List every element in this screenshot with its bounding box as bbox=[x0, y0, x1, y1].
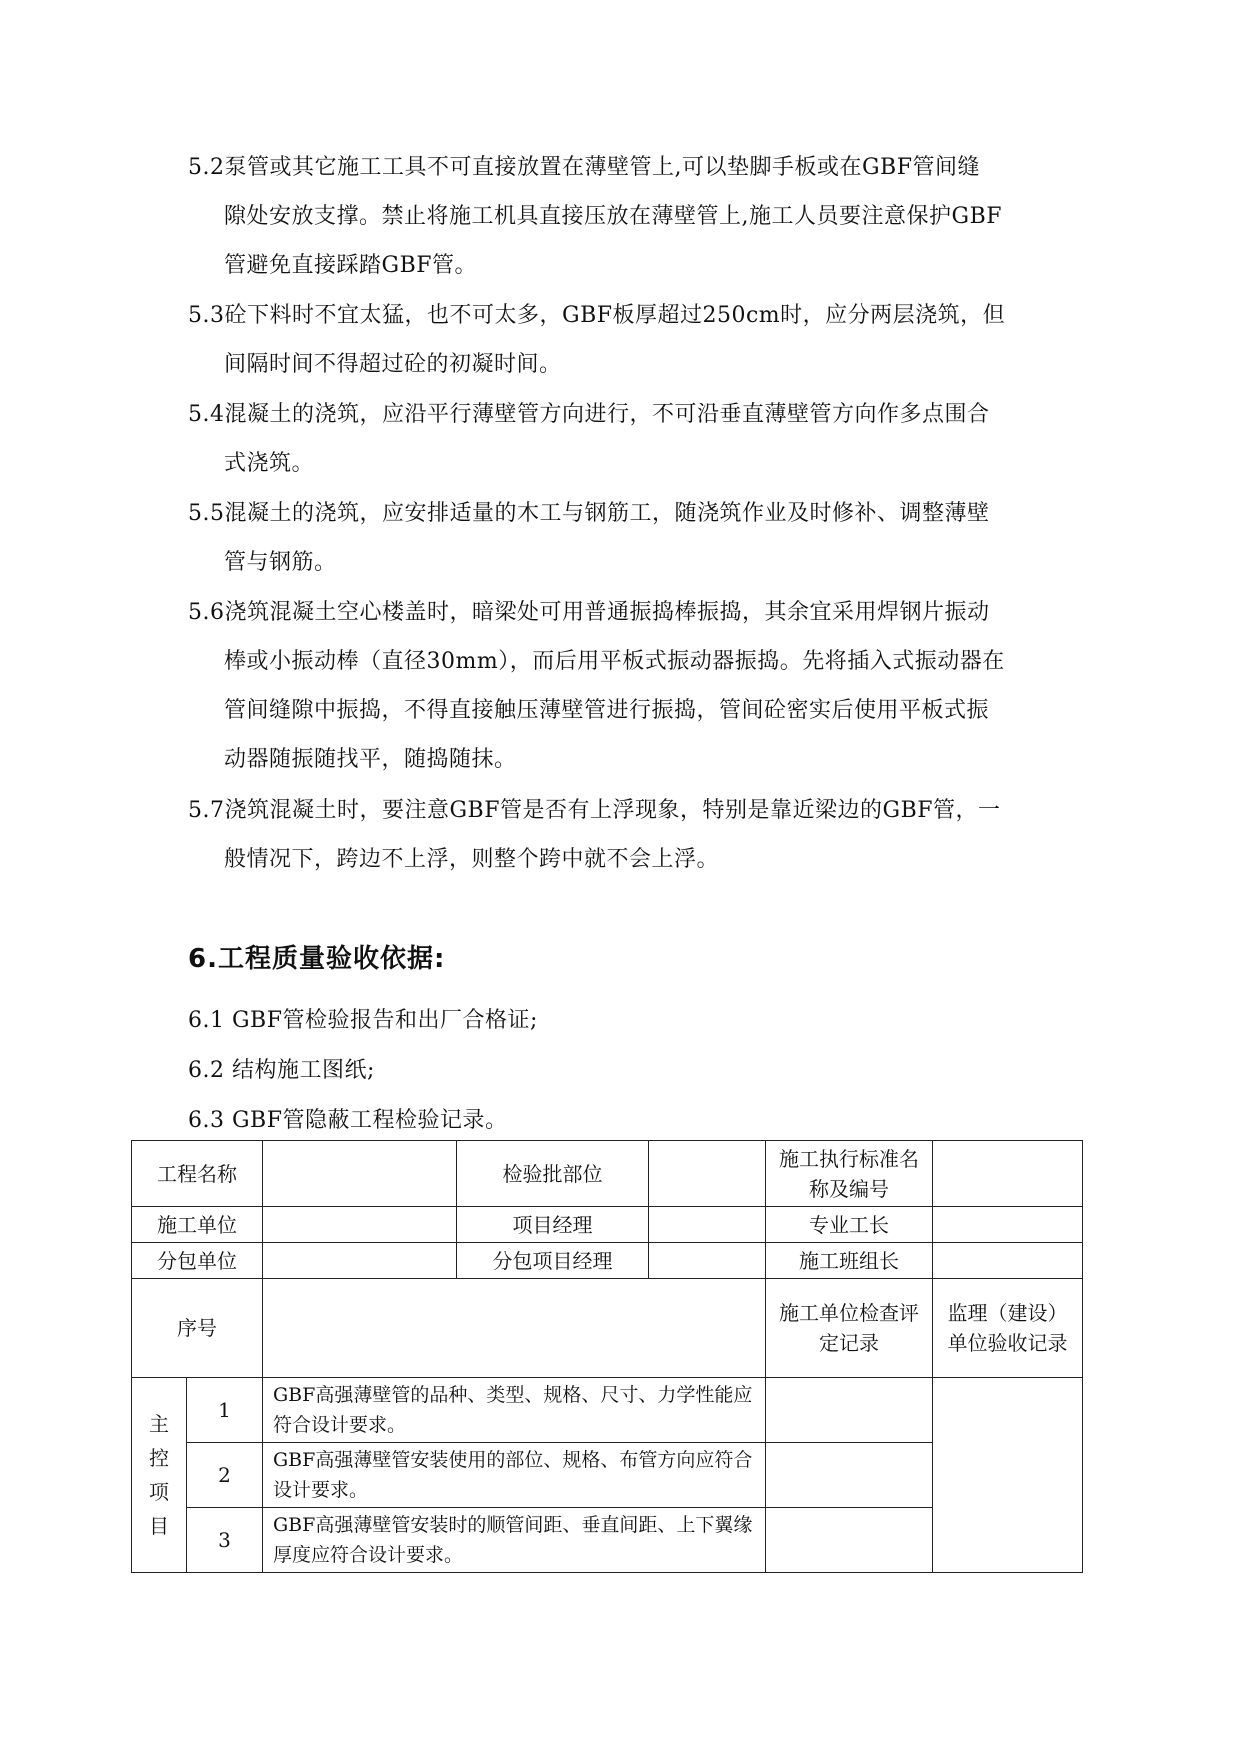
text-line: 5.3砼下料时不宜太猛，也不可太多，GBF板厚超过250cm时，应分两层浇筑，但 bbox=[188, 303, 1006, 328]
value-standard bbox=[933, 1141, 1083, 1207]
text-line: 5.7浇筑混凝土时，要注意GBF管是否有上浮现象，特别是靠近梁边的GBF管，一 bbox=[188, 798, 1001, 823]
contractor-check-cell bbox=[766, 1378, 933, 1443]
supervisor-check-cell bbox=[933, 1378, 1083, 1573]
main-control-label bbox=[132, 1378, 187, 1573]
table-row bbox=[132, 1378, 1083, 1443]
label-project-manager: 项目经理 bbox=[457, 1207, 649, 1243]
section-title: 6.工程质量验收依据: bbox=[188, 944, 446, 974]
text-line: 动器随振随找平，随捣随抹。 bbox=[224, 747, 517, 772]
text-line: 管间缝隙中振捣，不得直接触压薄壁管进行振捣，管间砼密实后使用平板式振 bbox=[224, 698, 990, 723]
text-line: 间隔时间不得超过砼的初凝时间。 bbox=[224, 352, 562, 377]
basis-item: 6.3 GBF管隐蔽工程检验记录。 bbox=[188, 1108, 508, 1133]
text-line: 棒或小振动棒（直径30mm），而后用平板式振动器振捣。先将插入式振动器在 bbox=[224, 649, 1005, 674]
contractor-check-cell bbox=[766, 1508, 933, 1573]
item-number: 1 bbox=[187, 1378, 263, 1443]
paragraph-5-5 bbox=[188, 489, 1068, 587]
header-supervisor-check: 监理（建设）单位验收记录 bbox=[933, 1279, 1083, 1378]
paragraph-5-6 bbox=[188, 588, 1068, 784]
text-line: 管避免直接踩踏GBF管。 bbox=[224, 253, 478, 278]
paragraph-5-4 bbox=[188, 390, 1068, 488]
inspection-record-table bbox=[131, 1140, 1083, 1573]
basis-item: 6.2 结构施工图纸; bbox=[188, 1058, 375, 1083]
text-line: 管与钢筋。 bbox=[224, 550, 337, 575]
value-project-manager bbox=[649, 1207, 766, 1243]
text-line: 5.6浇筑混凝土空心楼盖时，暗梁处可用普通振捣棒振捣，其余宜采用焊钢片振动 bbox=[188, 600, 990, 625]
text-line: 式浇筑。 bbox=[224, 451, 315, 476]
label-team-leader: 施工班组长 bbox=[766, 1243, 933, 1279]
item-description: GBF高强薄壁管安装时的顺管间距、垂直间距、上下翼缘厚度应符合设计要求。 bbox=[263, 1508, 766, 1573]
value-foreman bbox=[933, 1207, 1083, 1243]
paragraph-5-3 bbox=[188, 291, 1068, 389]
header-serial: 序号 bbox=[132, 1279, 263, 1378]
value-subcontractor bbox=[263, 1243, 457, 1279]
text-line: 5.4混凝土的浇筑，应沿平行薄壁管方向进行，不可沿垂直薄壁管方向作多点围合 bbox=[188, 402, 990, 427]
text-line: 隙处安放支撑。禁止将施工机具直接压放在薄壁管上,施工人员要注意保护GBF bbox=[224, 204, 1003, 229]
contractor-check-cell bbox=[766, 1443, 933, 1508]
basis-item: 6.1 GBF管检验报告和出厂合格证; bbox=[188, 1008, 538, 1033]
label-sub-project-manager: 分包项目经理 bbox=[457, 1243, 649, 1279]
label-project-name: 工程名称 bbox=[132, 1141, 263, 1207]
text-line: 5.2泵管或其它施工工具不可直接放置在薄壁管上,可以垫脚手板或在GBF管间缝 bbox=[188, 155, 980, 180]
paragraph-5-2 bbox=[188, 143, 1068, 290]
header-contractor-check: 施工单位检查评定记录 bbox=[766, 1279, 933, 1378]
label-standard: 施工执行标准名称及编号 bbox=[766, 1141, 933, 1207]
label-subcontractor: 分包单位 bbox=[132, 1243, 263, 1279]
label-batch-location: 检验批部位 bbox=[457, 1141, 649, 1207]
table-row bbox=[132, 1141, 1083, 1207]
table-row bbox=[132, 1243, 1083, 1279]
value-sub-project-manager bbox=[649, 1243, 766, 1279]
label-contractor: 施工单位 bbox=[132, 1207, 263, 1243]
value-team-leader bbox=[933, 1243, 1083, 1279]
table-row bbox=[132, 1207, 1083, 1243]
item-description: GBF高强薄壁管安装使用的部位、规格、布管方向应符合设计要求。 bbox=[263, 1443, 766, 1508]
value-contractor bbox=[263, 1207, 457, 1243]
table-header-row bbox=[132, 1279, 1083, 1378]
header-blank bbox=[263, 1279, 766, 1378]
value-batch-location bbox=[649, 1141, 766, 1207]
label-foreman: 专业工长 bbox=[766, 1207, 933, 1243]
text-line: 5.5混凝土的浇筑，应安排适量的木工与钢筋工，随浇筑作业及时修补、调整薄壁 bbox=[188, 501, 990, 526]
item-number: 3 bbox=[187, 1508, 263, 1573]
value-project-name bbox=[263, 1141, 457, 1207]
item-description: GBF高强薄壁管的品种、类型、规格、尺寸、力学性能应符合设计要求。 bbox=[263, 1378, 766, 1443]
paragraph-5-7 bbox=[188, 786, 1068, 884]
main-control-text: 主控项目 bbox=[149, 1412, 169, 1538]
item-number: 2 bbox=[187, 1443, 263, 1508]
text-line: 般情况下，跨边不上浮，则整个跨中就不会上浮。 bbox=[224, 847, 720, 872]
